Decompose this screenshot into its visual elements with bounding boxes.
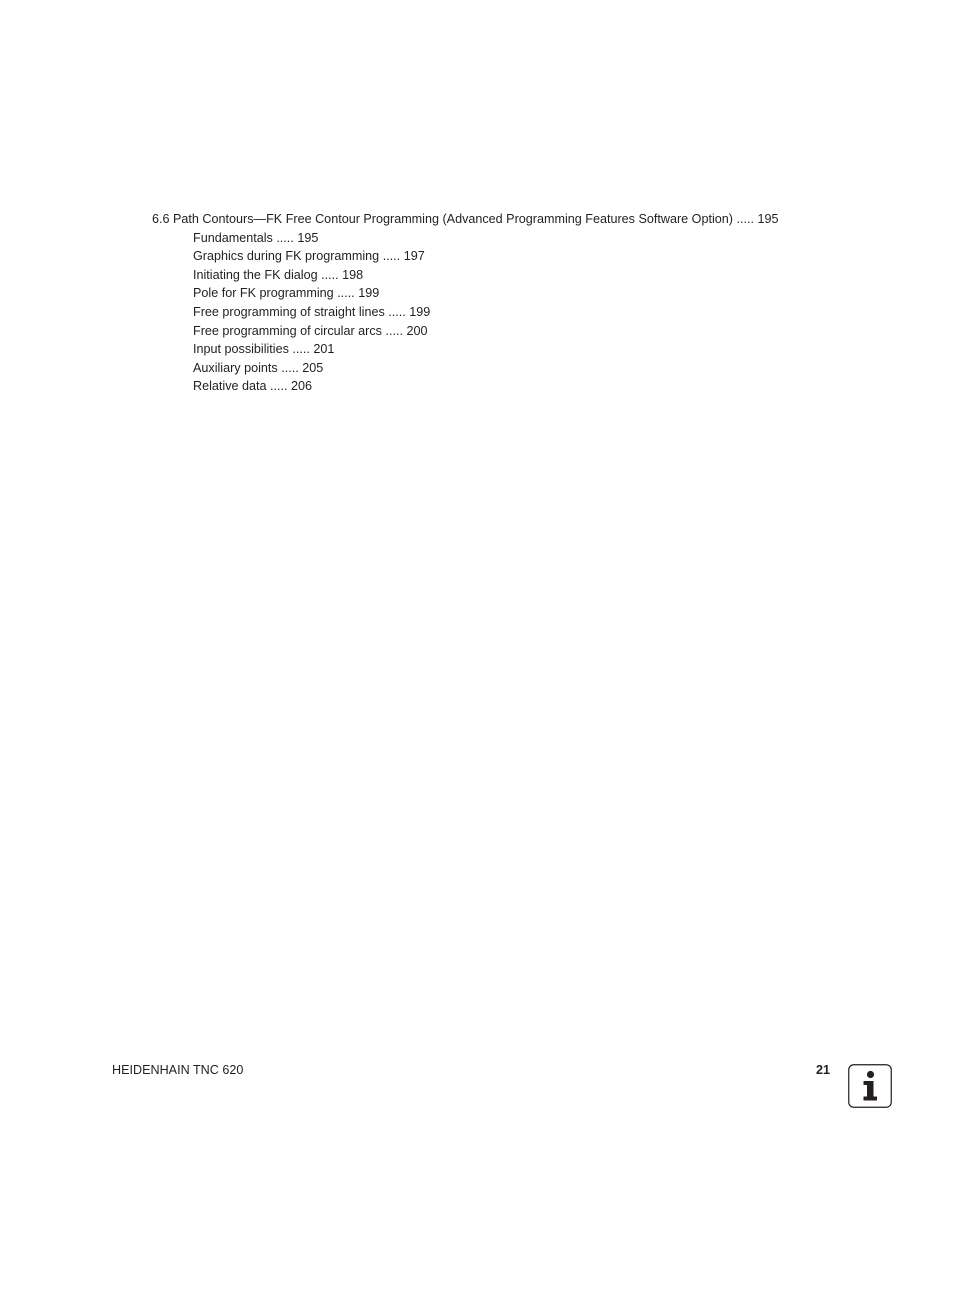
toc-entry [193,247,778,266]
toc-leader: ..... [321,267,339,282]
toc-entry [193,359,778,378]
toc-entry-title: Initiating the FK dialog [193,267,318,282]
toc-entry-page: 199 [409,304,431,319]
table-of-contents [152,210,778,396]
toc-entry-page: 195 [297,230,319,245]
toc-entry-title: Pole for FK programming [193,286,334,301]
toc-entry-title: Relative data [193,379,267,394]
toc-subentries [152,229,778,396]
toc-entry-page: 205 [302,360,324,375]
toc-entry [193,284,778,303]
toc-entry-title: Auxiliary points [193,360,278,375]
toc-leader: ..... [736,212,754,226]
toc-entry-title: Graphics during FK programming [193,249,380,264]
toc-entry-title: Free programming of straight lines [193,304,385,319]
toc-entry-page: 206 [291,379,313,394]
toc-entry [193,340,778,359]
toc-leader: ..... [388,304,406,319]
toc-leader: ..... [385,323,403,338]
toc-leader: ..... [281,360,299,375]
toc-entry [193,229,778,248]
toc-entry-page: 200 [406,323,428,338]
toc-entry [193,266,778,285]
toc-section-page: 195 [757,212,779,226]
toc-leader: ..... [292,342,310,357]
toc-entry-page: 197 [403,249,425,264]
toc-entry-page: 199 [358,286,380,301]
toc-entry-title: Fundamentals [193,230,273,245]
footer-manual-title: HEIDENHAIN TNC 620 [112,1063,244,1077]
toc-entry [193,303,778,322]
toc-entry-page: 198 [342,267,364,282]
toc-entry [193,377,778,396]
toc-section-title: 6.6 Path Contours—FK Free Contour Programming (Advanced Programming Features Software Option) [152,212,733,226]
toc-entry-page: 201 [313,342,335,357]
toc-entry-title: Input possibilities [193,342,289,357]
toc-leader: ..... [382,249,401,264]
toc-leader: ..... [276,230,294,245]
toc-entry [193,322,778,341]
page-number: 21 [815,1063,830,1077]
toc-leader: ..... [270,379,288,394]
info-icon [848,1064,892,1108]
toc-leader: ..... [337,286,355,301]
toc-section-entry [152,210,778,229]
toc-entry-title: Free programming of circular arcs [193,323,382,338]
